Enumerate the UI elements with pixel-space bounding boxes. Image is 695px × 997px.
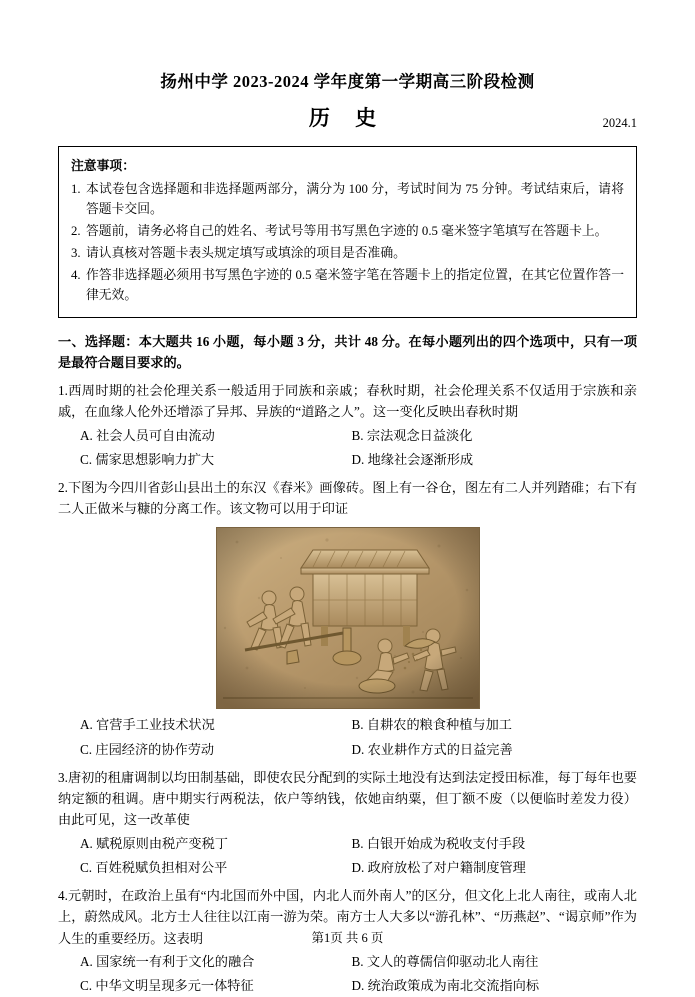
option-d[interactable]: D. 农业耕作方式的日益完善 (351, 741, 513, 757)
option-c[interactable]: C. 儒家思想影响力扩大 (80, 451, 215, 467)
option-a[interactable]: A. 官营手工业技术状况 (80, 717, 215, 733)
notice-item-text: 答题前，请务必将自己的姓名、考试号等用书写黑色字迹的 0.5 毫米签字笔填写在答题卡上。 (86, 224, 608, 239)
option-d[interactable]: D. 统治政策成为南北交流指向标 (351, 978, 540, 994)
question-number: 1. (58, 382, 68, 398)
option-row (58, 448, 637, 471)
option-row (58, 713, 637, 736)
notice-item (71, 265, 624, 306)
notice-item-number: 4. (71, 267, 81, 282)
notice-item (71, 221, 624, 242)
option-d[interactable]: D. 地缘社会逐渐形成 (351, 451, 474, 467)
question-stem: 唐初的租庸调制以均田制基础，即使农民分配到的实际土地没有达到法定授田标准，每丁每年也要纳定额的租调。唐中期实行两税法，依户等纳钱，依她亩纳粟，但丁额不废（以便临时差发力役）由此可见，这一改革使 (58, 769, 637, 828)
subject-title: 历 史 (308, 106, 387, 130)
question-number: 4. (58, 887, 68, 903)
notice-item-text: 作答非选择题必须用书写黑色字迹的 0.5 毫米签字笔在答题卡上的指定位置，在其它位置作答一律无效。 (86, 267, 624, 303)
subject-row (58, 102, 637, 132)
option-row (58, 738, 637, 761)
question-stem: 西周时期的社会伦理关系一般适用于同族和亲戚；春秋时期，社会伦理关系不仅适用于宗族和亲戚，在血缘人伦外还增添了异邦、异族的“道路之人”。这一变化反映出春秋时期 (58, 382, 637, 420)
notice-item-number: 3. (71, 245, 81, 260)
option-row (58, 856, 637, 879)
question (58, 380, 637, 423)
notice-item-text: 本试卷包含选择题和非选择题两部分，满分为 100 分，考试时间为 75 分钟。考试结束后，请将答题卡交回。 (86, 181, 624, 217)
option-row (58, 950, 637, 973)
notice-item-number: 1. (71, 181, 81, 196)
section-heading (58, 331, 637, 374)
page-title: 扬州中学 2023-2024 学年度第一学期高三阶段检测 (160, 72, 535, 91)
question-number: 3. (58, 769, 68, 785)
section-instruction: 本大题共 16 小题，每小题 3 分，共计 48 分。在每小题列出的四个选项中，只有一项是最符合题目要求的。 (58, 334, 638, 371)
notice-item-text: 请认真核对答题卡表头规定填写或填涂的项目是否准确。 (86, 245, 406, 260)
option-a[interactable]: A. 赋税原则由税产变税丁 (80, 835, 228, 851)
exam-date: 2024.1 (602, 116, 637, 130)
option-a[interactable]: A. 社会人员可自由流动 (80, 427, 215, 443)
question (58, 477, 637, 520)
section-label: 一、选择题： (58, 334, 139, 350)
question-stem: 下图为今四川省彭山县出土的东汉《舂米》画像砖。图上有一谷仓，图左有二人并列踏碓；右下有二人正做米与糠的分离工作。该文物可以用于印证 (58, 479, 637, 517)
option-c[interactable]: C. 庄园经济的协作劳动 (80, 741, 215, 757)
figure-wrapper (58, 527, 637, 709)
page-footer: 第1页 共 6 页 (311, 931, 384, 945)
option-row (58, 832, 637, 855)
option-a[interactable]: A. 国家统一有利于文化的融合 (80, 954, 255, 970)
notice-box (58, 146, 637, 318)
option-d[interactable]: D. 政府放松了对户籍制度管理 (351, 859, 526, 875)
option-c[interactable]: C. 中华文明呈现多元一体特征 (80, 978, 254, 994)
option-b[interactable]: B. 宗法观念日益淡化 (351, 427, 473, 443)
notice-item (71, 243, 624, 264)
notice-item-number: 2. (71, 224, 81, 239)
question (58, 767, 637, 831)
notice-item (71, 179, 624, 220)
option-b[interactable]: B. 文人的尊儒信仰驱动北人南往 (351, 954, 539, 970)
chunmi-relief-image (216, 527, 480, 709)
option-b[interactable]: B. 自耕农的粮食种植与加工 (351, 717, 512, 733)
option-row (58, 974, 637, 997)
question-stem: 元朝时，在政治上虽有“内北国而外中国，内北人而外南人”的区分，但文化上北人南往，或南人北上，蔚然成风。北方士人往往以江南一游为荣。南方士人大多以“游孔林”、“历燕赵”、“谒京师”作为人生的重要经历。这表明 (58, 887, 637, 946)
option-c[interactable]: C. 百姓税赋负担相对公平 (80, 859, 228, 875)
notice-heading: 注意事项： (71, 159, 135, 173)
question-number: 2. (58, 479, 68, 495)
option-b[interactable]: B. 白银开始成为税收支付手段 (351, 835, 526, 851)
option-row (58, 424, 637, 447)
